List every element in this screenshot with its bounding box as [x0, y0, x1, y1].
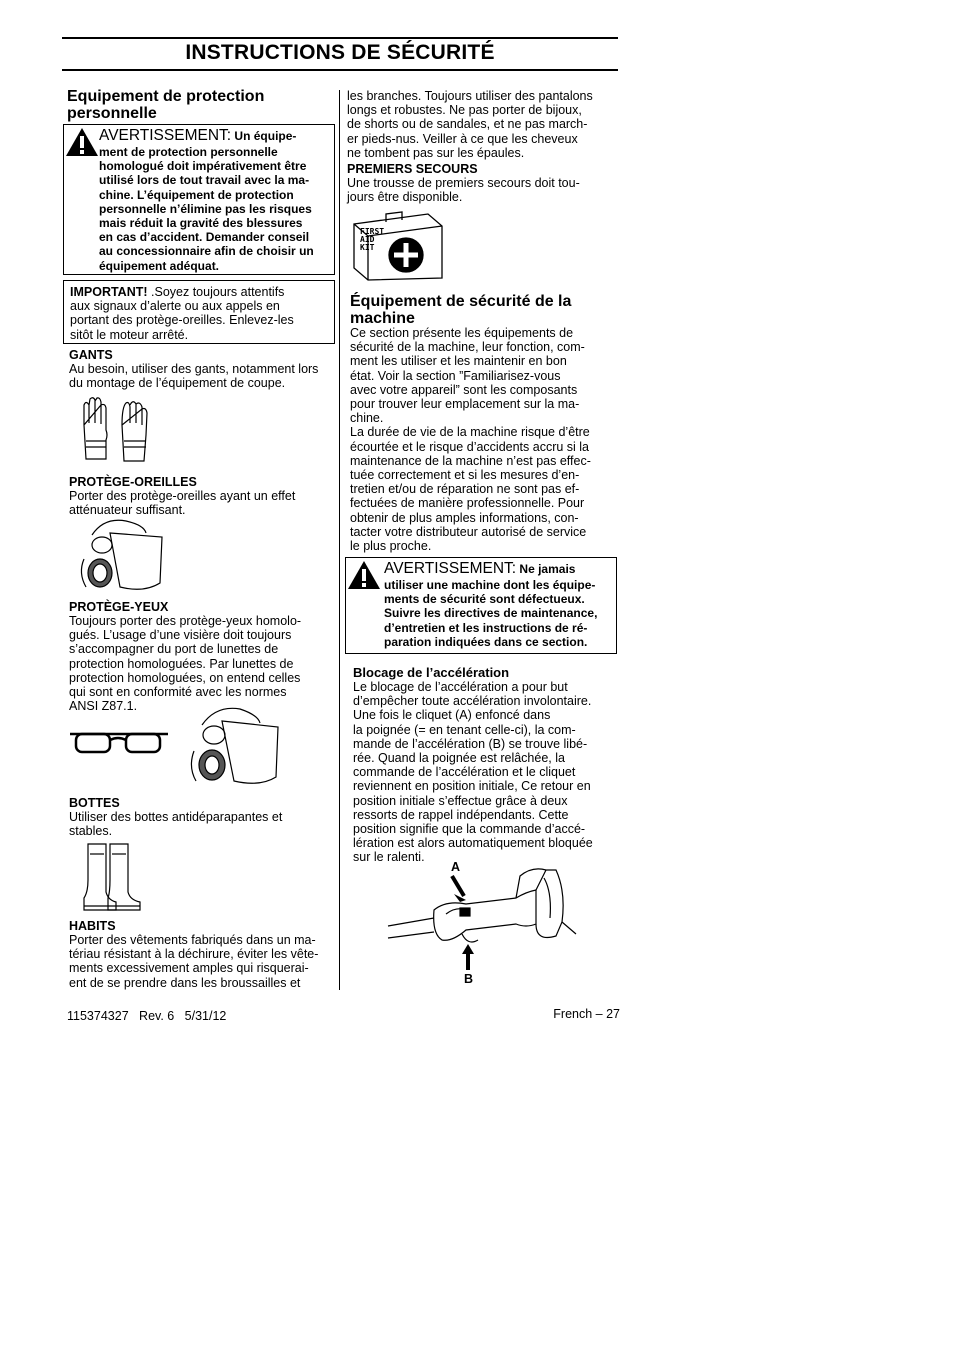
heading-secours: PREMIERS SECOURS: [347, 162, 478, 176]
warning-heading: AVERTISSEMENT: Ne jamais: [384, 560, 576, 577]
text-gants: Au besoin, utiliser des gants, notamment lors du montage de l’équipement de coupe.: [69, 362, 319, 391]
important-box: [63, 280, 335, 344]
text-bottes: Utiliser des bottes antidéparapantes et stables.: [69, 810, 283, 839]
heading-habits: HABITS: [69, 919, 116, 933]
heading-bottes: BOTTES: [69, 796, 120, 810]
footer-page-number: French – 27: [553, 1007, 620, 1021]
text-habits-continued: les branches. Toujours utiliser des pantalons longs et robustes. Ne pas porter de bijoux, de shorts ou de sandales, et ne pas march- er pieds-nus. Veiller à ce que les cheveux ne tombent pas sur les épaules.: [347, 89, 593, 160]
heading-blocage: Blocage de l’accélération: [353, 665, 510, 680]
text-secours: Une trousse de premiers secours doit tou- jours être disponible.: [347, 176, 580, 205]
ear-protection-visor-icon-2: [182, 703, 282, 787]
safety-glasses-icon: [68, 726, 172, 756]
header-bottom-rule: [62, 69, 618, 71]
page-title: INSTRUCTIONS DE SÉCURITÉ: [185, 41, 495, 64]
warning-text: ment de protection personnelle homologué doit impérativement être utilisé lors de tout travail avec la ma- chine. L’équipement de protection personnelle n’élimine pas les risques mais réduit la gravité des blessures en cas d’accident. Demander conseil au concessionnaire afin de choisir un équipement adéquat.: [99, 145, 314, 273]
text-habits: Porter des vêtements fabriqués dans un ma- tériau résistant à la déchirure, éviter les vête- ments excessivement amples qui risquerai- ent de se prendre dans les broussailles et: [69, 933, 319, 990]
warning-triangle-icon: [65, 127, 99, 157]
header-top-rule: [62, 37, 618, 39]
text-yeux: Toujours porter des protège-yeux homolo- gués. L’usage d’une visière doit toujours s’accompagner du port de lunettes de protection homologuées. Par lunettes de protection homologuées, on entend celles qui sont en conformité avec les normes ANSI Z87.1.: [69, 614, 302, 714]
first-aid-kit-label: FIRST AID KIT: [360, 227, 385, 252]
warning-box-ppe: [63, 124, 335, 275]
column-divider: [339, 90, 340, 990]
label-b: B: [464, 972, 474, 986]
warning-heading: AVERTISSEMENT: Un équipe-: [99, 127, 297, 144]
text-blocage: Le blocage de l’accélération a pour but d’empêcher toute accélération involontaire. Une fois le cliquet (A) enfoncé dans la poignée (= en tenant celle-ci), la com- mande de l’accélération (B) se trouve libé- rée. Quand la poignée est relâchée, la commande de l’accélération et le cliquet reviennent en position initiale, Ce retour en position initiale s’effectue grâce à deux ressorts de rappel indépendants. Cette position signifie que la commande d’accé- lération est alors automatiquement bloquée sur le ralenti.: [353, 680, 593, 865]
heading-gants: GANTS: [69, 348, 113, 362]
warning-triangle-icon: [347, 560, 381, 590]
section-title-ppe: Equipement de protection personnelle: [67, 88, 265, 122]
text-machine: Ce section présente les équipements de sécurité de la machine, leur fonction, com- ment les utiliser et les maintenir en bon état. Voir la section ”Familiarisez-vous avec votre appareil” sont les composants pour trouver leur emplacement sur la ma- chine. La durée de vie de la machine risque d’être écourtée et le risque d’accidents accru si la maintenance de la machine n’est pas effec- tuée correctement et si les mesures d’en- tretien et/ou de réparation ne sont pas ef- fectuées de manière professionnelle. Pour obtenir de plus amples informations, con- tacter votre distributeur autorisé de service le plus proche.: [350, 326, 591, 554]
warning-text: utiliser une machine dont les équipe- ments de sécurité sont défectueux. Suivre les directives de maintenance, d’entretien et les instructions de ré- paration indiquées dans ce section.: [384, 578, 598, 649]
text-oreilles: Porter des protège-oreilles ayant un effet atténuateur suffisant.: [69, 489, 296, 518]
heading-yeux: PROTÈGE-YEUX: [69, 600, 169, 614]
gloves-icon: [78, 395, 158, 465]
warning-box-machine: [345, 557, 617, 654]
ear-protection-visor-icon: [74, 515, 166, 593]
boots-icon: [80, 840, 146, 914]
section-title-machine: Équipement de sécurité de la machine: [350, 293, 572, 327]
heading-oreilles: PROTÈGE-OREILLES: [69, 475, 197, 489]
footer-doc-ref: 115374327 Rev. 6 5/31/12: [67, 1009, 227, 1023]
throttle-lockout-diagram: [386, 862, 586, 982]
label-a: A: [451, 860, 461, 874]
important-text: IMPORTANT! .Soyez toujours attentifs aux signaux d’alerte ou aux appels en portant des protège-oreilles. Enlevez-les sitôt le moteur arrêté.: [70, 285, 294, 342]
